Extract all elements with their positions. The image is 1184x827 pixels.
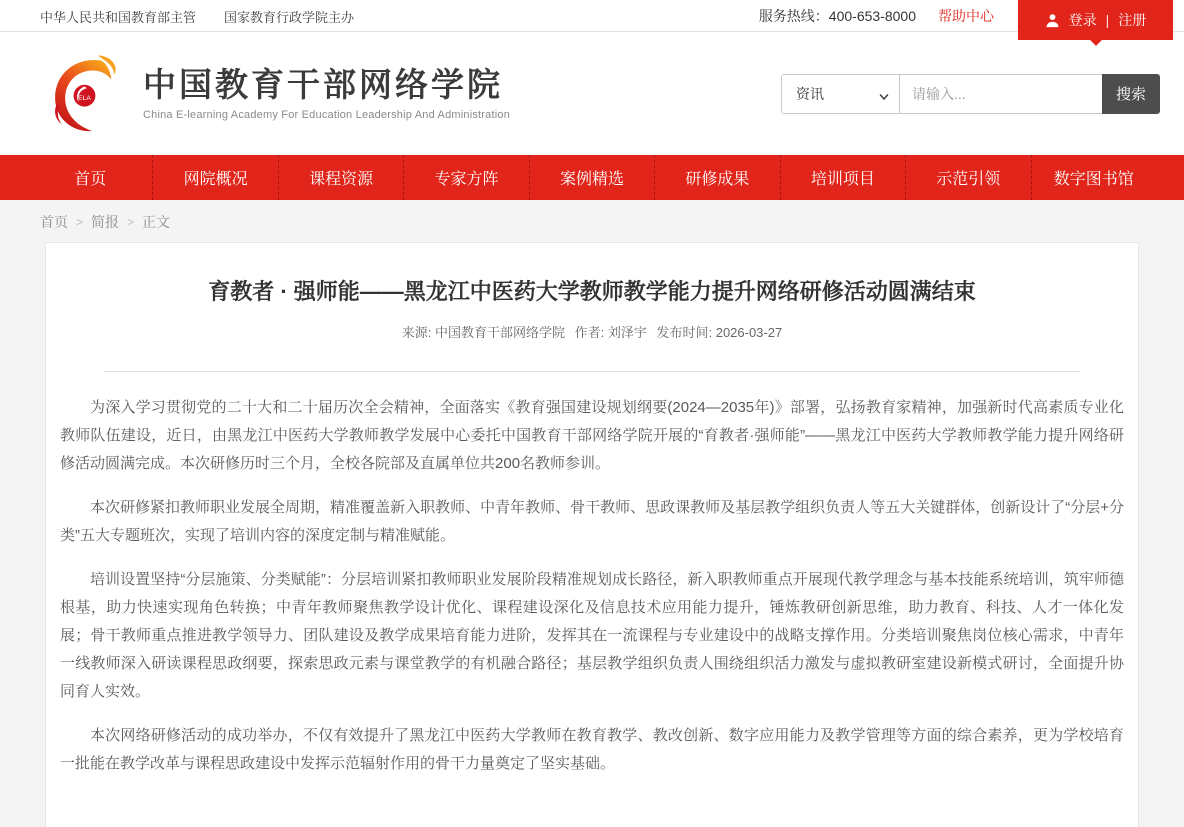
main-navigation [0,155,1184,200]
breadcrumb-separator: > [127,215,135,229]
login-link[interactable]: 登录 [1068,12,1097,28]
article-author: 作者: 刘泽宇 [574,324,647,340]
article-paragraph: 培训设置坚持“分层施策、分类赋能”：分层培训紧扣教师职业发展阶段精准规划成长路径，新入职教师重点开展现代教学理念与基本技能系统培训，筑牢师德根基，助力快速实现角色转换；中青年教师聚焦教学设计优化、课程建设深化及信息技术应用能力提升，锤炼教研创新思维，助力教育、科技、人才一体化发展；骨干教师重点推进教学领导力、团队建设及教学成果培育能力进阶，发挥其在一流课程与专业建设中的战略支撑作用。分类培训聚焦岗位核心需求，中青年一线教师深入研读课程思政纲要，探索思政元素与课堂教学的有机融合路径；基层教学组织负责人围绕组织活力激发与虚拟教研室建设新模式研讨，全面提升协同育人实效。 [60,570,1124,700]
search-category-select[interactable] [781,74,899,114]
article-paragraph: 为深入学习贯彻党的二十大和二十届历次全会精神，全面落实《教育强国建设规划纲要(2024—2035年)》部署，弘扬教育家精神，加强新时代高素质专业化教师队伍建设，近日，由黑龙江中医药大学教师教学发展中心委托中国教育干部网络学院开展的“育教者·强师能”——黑龙江中医药大学教师教学能力提升网络研修活动圆满完成。本次研修历时三个月，全校各院部及直属单位共200名教师参训。 [60,398,1124,472]
article-paragraph: 本次网络研修活动的成功举办，不仅有效提升了黑龙江中医药大学教师在教育教学、教改创新、数字应用能力及教学管理等方面的综合素养，更为学校培育一批能在教学改革与课程思政建设中发挥示范辐射作用的骨干力量奠定了坚实基础。 [60,726,1124,772]
breadcrumb-home[interactable]: 首页 [40,214,68,230]
user-icon [1045,13,1060,28]
svg-text:ELA: ELA [78,94,91,102]
service-hotline: 服务热线：400-653-8000 [758,8,916,24]
search-button[interactable]: 搜索 [1102,74,1160,114]
site-header [0,32,1184,155]
top-utility-bar [0,0,1184,32]
nav-item-home[interactable]: 首页 [74,171,107,188]
breadcrumb-separator: > [76,215,84,229]
breadcrumb [0,200,1184,242]
search-input[interactable] [899,74,1102,114]
search-category-value: 资讯 [796,85,824,102]
nav-item-results[interactable]: 研修成果 [654,155,779,200]
nav-item-cases[interactable]: 案例精选 [529,155,654,200]
article-meta [58,322,1126,341]
phoenix-logo-icon [45,52,129,136]
site-subtitle: China E-learning Academy For Education Leadership And Administration [143,108,511,121]
article-source: 来源: 中国教育干部网络学院 [401,324,565,340]
nav-item-demonstration[interactable]: 示范引领 [905,155,1030,200]
site-title: 中国教育干部网络学院 [143,66,503,104]
register-link[interactable]: 注册 [1118,12,1147,28]
sponsor-link-moe[interactable]: 中华人民共和国教育部主管 [40,9,197,25]
article-paragraph: 本次研修紧扣教师职业发展全周期，精准覆盖新入职教师、中青年教师、骨干教师、思政课教师及基层教学组织负责人等五大关键群体，创新设计了“分层+分类”五大专题班次，实现了培训内容的深度定制与精准赋能。 [60,498,1124,544]
site-search [781,74,1160,114]
breadcrumb-bulletin[interactable]: 简报 [91,214,120,230]
login-register-divider: | [1105,12,1110,28]
nav-item-programs[interactable]: 培训项目 [780,155,905,200]
chevron-down-icon [879,89,889,99]
site-logo[interactable] [45,52,510,136]
article-publish-date: 发布时间: 2026-03-27 [656,324,783,340]
title-divider [104,371,1080,372]
login-register-box[interactable] [1018,0,1173,40]
nav-item-experts[interactable]: 专家方阵 [403,155,528,200]
article-card [45,242,1139,827]
nav-item-courses[interactable]: 课程资源 [278,155,403,200]
article-title: 育教者 · 强师能——黑龙江中医药大学教师教学能力提升网络研修活动圆满结束 [208,279,976,304]
nav-item-overview[interactable]: 网院概况 [152,155,277,200]
breadcrumb-current: 正文 [142,214,171,230]
nav-item-library[interactable]: 数字图书馆 [1031,155,1156,200]
sponsor-link-naea[interactable]: 国家教育行政学院主办 [224,9,355,25]
article-body [58,394,1126,778]
help-center-link[interactable]: 帮助中心 [938,8,994,24]
